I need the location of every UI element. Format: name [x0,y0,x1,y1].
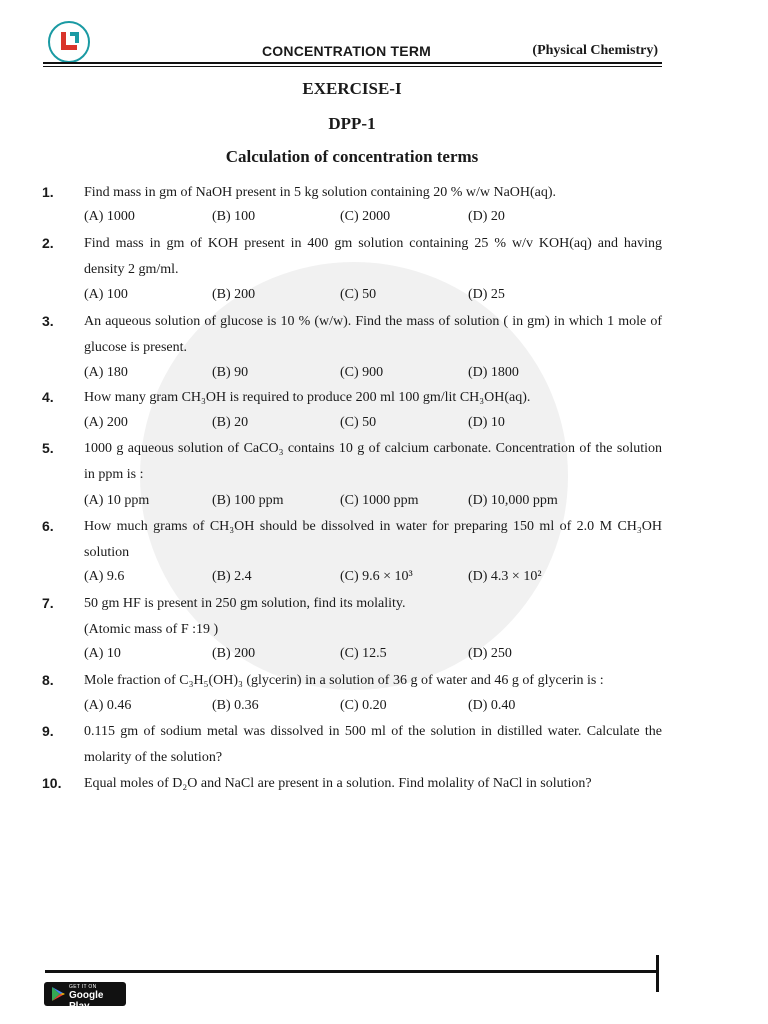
question-text: How much grams of CH₃OH should be dissolved in water for preparing 150 ml of 2.0 M CH₃OH solution [84,519,662,560]
footer-divider [45,970,658,973]
question-7 [42,591,662,643]
question-number: 6. [42,518,54,534]
option-c: (C) 2000 [340,209,391,224]
option-c: (C) 0.20 [340,698,387,713]
option-d: (D) 20 [468,209,505,224]
option-c: (C) 12.5 [340,646,387,661]
option-d: (D) 10,000 ppm [468,493,558,508]
question-number: 5. [42,440,54,456]
store-name: Google Play [69,990,104,1012]
option-d: (D) 0.40 [468,698,516,713]
google-play-badge[interactable] [44,982,126,1012]
option-a: (A) 10 ppm [84,493,150,508]
question-2 [42,231,662,283]
question-number: 4. [42,389,54,405]
question-number: 3. [42,313,54,329]
option-c: (C) 9.6 × 10³ [340,569,413,584]
question-text: Find mass in gm of NaOH present in 5 kg solution containing 20 % w/w NaOH(aq). [84,185,557,200]
option-b: (B) 2.4 [212,569,252,584]
header-center-title: CONCENTRATION TERM [262,43,431,59]
question-number: 2. [42,235,54,251]
question-3 [42,309,662,361]
question-10 [42,771,662,797]
option-b: (B) 90 [212,365,249,380]
option-a: (A) 9.6 [84,569,125,584]
options-1 [84,209,644,231]
option-d: (D) 10 [468,415,505,430]
question-6 [42,514,662,566]
question-number: 1. [42,184,54,200]
question-5 [42,436,662,488]
option-b: (B) 200 [212,646,256,661]
options-7 [84,646,644,668]
option-c: (C) 900 [340,365,384,380]
header-divider-thin [43,66,662,67]
question-number: 8. [42,672,54,688]
question-text: Equal moles of D₂O and NaCl are present in a solution. Find molality of NaCl in solution? [84,776,592,791]
header-divider [43,62,662,64]
option-c: (C) 50 [340,415,377,430]
option-d: (D) 1800 [468,365,519,380]
option-a: (A) 100 [84,287,128,302]
options-4 [84,415,644,437]
option-b: (B) 0.36 [212,698,259,713]
options-5 [84,493,644,515]
option-b: (B) 200 [212,287,256,302]
options-8 [84,698,644,720]
options-2 [84,287,644,309]
question-text: Find mass in gm of KOH present in 400 gm solution containing 25 % w/v KOH(aq) and having density 2 gm/ml. [84,236,662,277]
option-a: (A) 10 [84,646,121,661]
exercise-title: EXERCISE-I [302,79,402,98]
question-text: Mole fraction of C₃H₅(OH)₃ (glycerin) in a solution of 36 g of water and 46 g of glycerin is : [84,673,604,688]
question-number: 10. [42,775,62,791]
question-note: (Atomic mass of F :19 ) [84,622,219,637]
option-a: (A) 200 [84,415,128,430]
question-1 [42,180,662,206]
question-text: 50 gm HF is present in 250 gm solution, find its molality. [84,596,406,611]
option-d: (D) 250 [468,646,512,661]
store-caption: GET IT ON [69,984,97,990]
header-right-title: (Physical Chemistry) [532,43,658,58]
option-b: (B) 20 [212,415,249,430]
google-play-icon [52,987,65,1001]
option-a: (A) 1000 [84,209,135,224]
dpp-title: DPP-1 [328,114,376,133]
option-c: (C) 1000 ppm [340,493,419,508]
question-text: 1000 g aqueous solution of CaCO₃ contains 10 g of calcium carbonate. Concentration of the solution in ppm is : [84,441,662,482]
question-text: An aqueous solution of glucose is 10 % (w/w). Find the mass of solution ( in gm) in which 1 mole of glucose is present. [84,314,662,355]
question-text: 0.115 gm of sodium metal was dissolved in 500 ml of the solution in distilled water. Calculate the molarity of the solution? [84,724,662,765]
option-b: (B) 100 ppm [212,493,284,508]
question-number: 9. [42,723,54,739]
option-b: (B) 100 [212,209,256,224]
question-8 [42,668,662,694]
options-6 [84,569,644,591]
question-4 [42,385,662,411]
footer-divider-tick [656,955,659,992]
question-text: How many gram CH₃OH is required to produce 200 ml 100 gm/lit CH₃OH(aq). [84,390,531,405]
option-a: (A) 0.46 [84,698,132,713]
logo-icon [48,21,90,63]
option-d: (D) 4.3 × 10² [468,569,542,584]
topic-title: Calculation of concentration terms [225,147,479,166]
options-3 [84,365,644,387]
option-c: (C) 50 [340,287,377,302]
option-d: (D) 25 [468,287,505,302]
question-9 [42,719,662,771]
option-a: (A) 180 [84,365,128,380]
question-number: 7. [42,595,54,611]
